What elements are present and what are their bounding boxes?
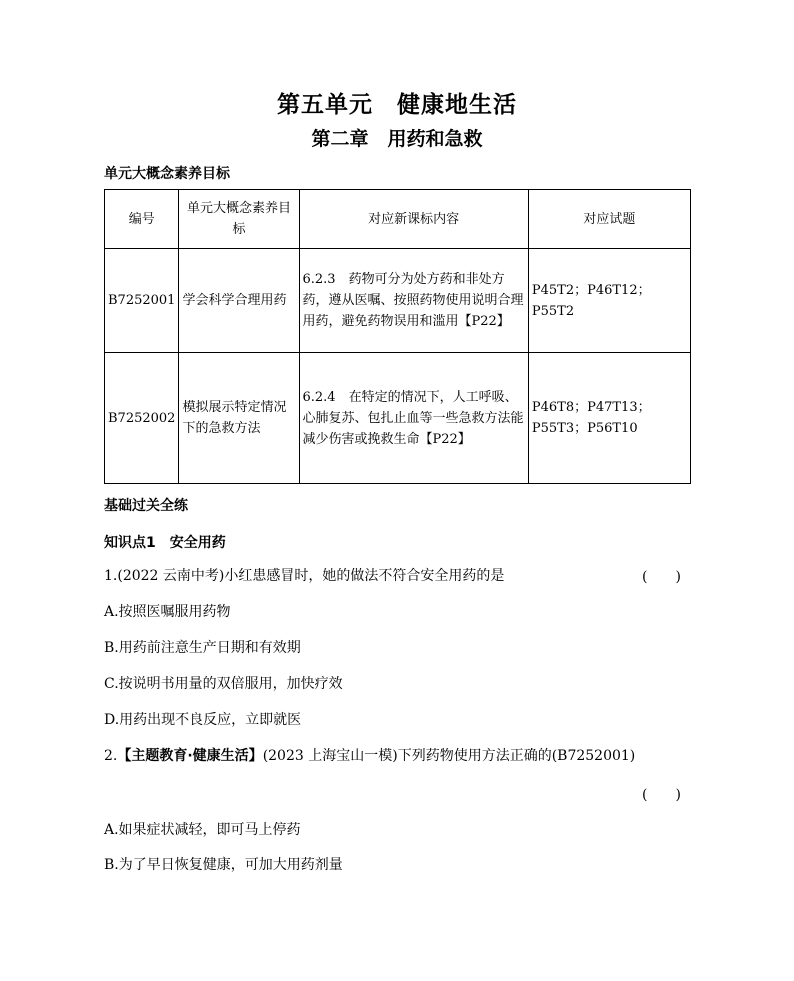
question-2-stem [104,746,635,766]
goals-table [104,189,691,484]
question-1-answer-blank[interactable]: ( ) [642,569,681,585]
cell-code: B7252001 [105,249,179,353]
header-goal: 单元大概念素养目标 [179,190,299,249]
question-1-option-c[interactable]: C.按说明书用量的双倍服用，加快疗效 [104,676,343,692]
question-1-option-b[interactable]: B.用药前注意生产日期和有效期 [104,640,301,656]
section-heading-goals: 单元大概念素养目标 [104,166,230,182]
section-heading-practice: 基础过关全练 [104,498,188,514]
question-1-stem: 1.(2022 云南中考)小红患感冒时，她的做法不符合安全用药的是 [104,568,505,584]
question-2-theme-tag: 【主题教育·健康生活】 [117,748,263,764]
header-standard: 对应新课标内容 [299,190,528,249]
cell-tests: P45T2；P46T12；P55T2 [528,249,690,353]
question-2-number: 2. [104,748,118,764]
question-1-option-a[interactable]: A.按照医嘱服用药物 [104,604,231,620]
question-2-option-b[interactable]: B.为了早日恢复健康，可加大用药剂量 [104,857,343,873]
knowledge-point-heading: 知识点1 安全用药 [104,535,226,551]
cell-standard: 6.2.3 药物可分为处方药和非处方药，遵从医嘱、按照药物使用说明合理用药，避免药物误用和滥用【P22】 [299,249,528,353]
unit-title: 第五单元 健康地生活 [277,92,517,118]
table-header-row [105,190,691,249]
header-tests: 对应试题 [528,190,690,249]
cell-goal: 模拟展示特定情况下的急救方法 [179,353,299,484]
table-row [105,353,691,484]
chapter-title: 第二章 用药和急救 [311,128,483,150]
question-2-answer-blank[interactable]: ( ) [642,787,681,803]
cell-tests: P46T8；P47T13；P55T3；P56T10 [528,353,690,484]
question-1-option-d[interactable]: D.用药出现不良反应，立即就医 [104,712,302,728]
table-row [105,249,691,353]
question-2-option-a[interactable]: A.如果症状减轻，即可马上停药 [104,822,301,838]
cell-standard: 6.2.4 在特定的情况下，人工呼吸、心肺复苏、包扎止血等一些急救方法能减少伤害或挽救生命【P22】 [299,353,528,484]
question-2-stem-text: (2023 上海宝山一模)下列药物使用方法正确的(B7252001) [262,748,636,764]
cell-goal: 学会科学合理用药 [179,249,299,353]
header-code: 编号 [105,190,179,249]
cell-code: B7252002 [105,353,179,484]
